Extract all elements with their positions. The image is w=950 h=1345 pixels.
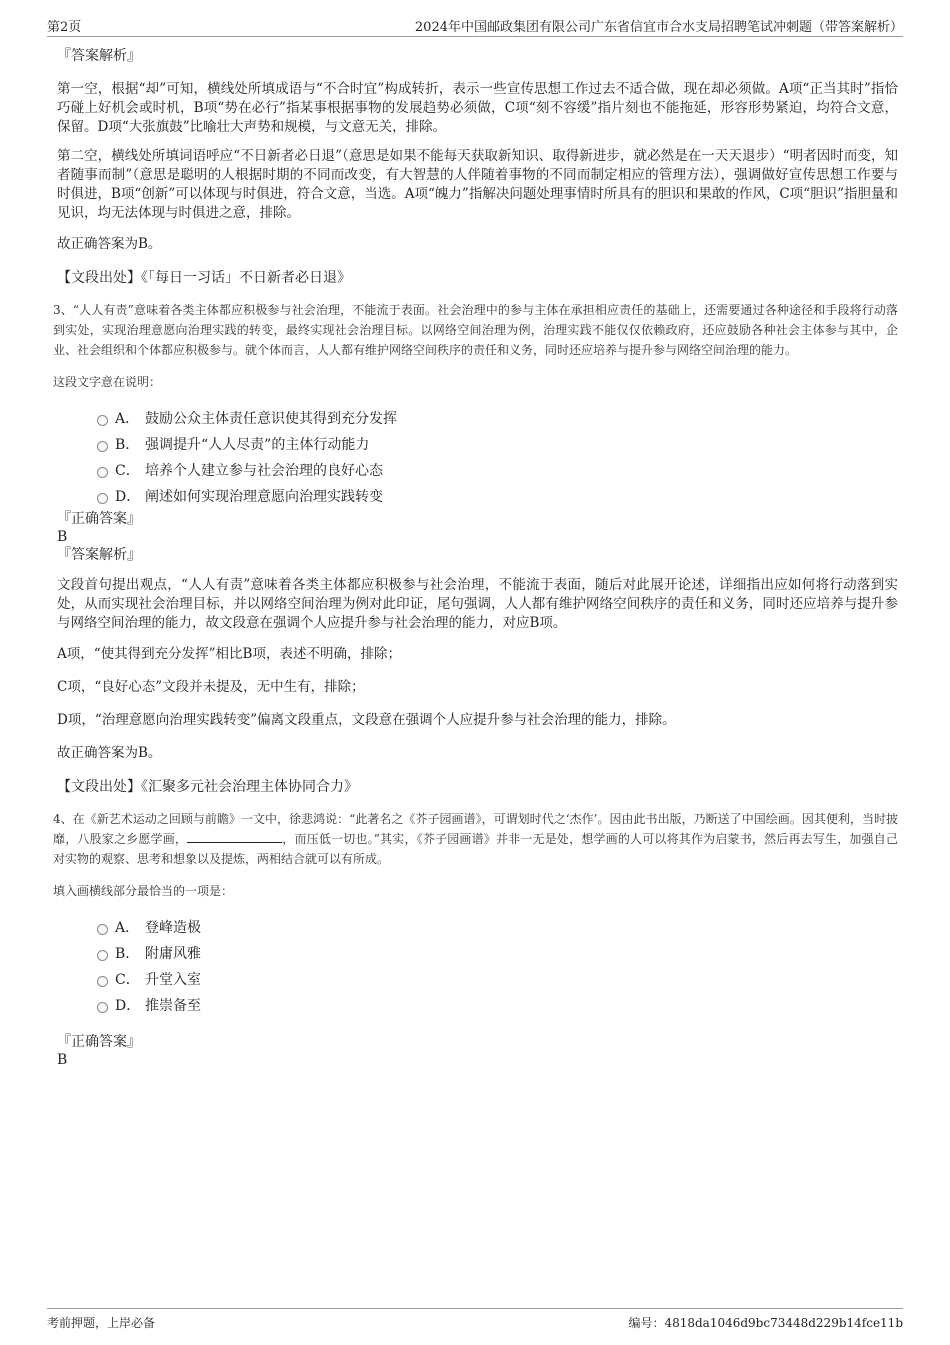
radio-icon[interactable] <box>97 467 108 478</box>
fill-in-blank <box>187 830 282 843</box>
q2-analysis-paragraph-2: 第二空，横线处所填词语呼应“不日新者必日退”（意思是如果不能每天获取新知识、取得新进步，就必然是在一天天退步）“明者因时而变，知者随事而制”（意思是聪明的人根据时期的不同而改变，有大智慧的人伴随着事物的不同而制定相应的管理方法），强调做好宣传思想工作要与时俱进，B项“创新”可以体现与时俱进，符合文意，当选。A项“魄力”指解决问题处理事情时所具有的胆识和果敢的作风，C项“胆识”指胆量和见识，均无法体现与时俱进之意，排除。 <box>57 148 898 221</box>
document-id: 编号：4818da1046d9bc73448d229b14fce11b <box>628 1316 903 1330</box>
document-body <box>53 46 898 1069</box>
q4-answer: B <box>57 1052 68 1068</box>
q2-source: 【文段出处】《「每日一习话」不日新者必日退》 <box>57 270 351 286</box>
document-title: 2024年中国邮政集团有限公司广东省信宜市合水支局招聘笔试冲刺题（带答案解析） <box>414 20 903 35</box>
q4-option-b[interactable]: B． 附庸风雅 <box>57 941 898 967</box>
q2-conclusion: 故正确答案为B。 <box>57 236 162 252</box>
q3-question-text: 3、“人人有责”意味着各类主体都应积极参与社会治理，不能流于表面。社会治理中的参与主体在承担相应责任的基础上，还需要通过各种途径和手段将行动落到实处，实现治理意愿向治理实践的转变，最终实现社会治理目标。以网络空间治理为例，治理实践不能仅仅依赖政府，还应鼓励各种社会主体参与其中，企业、社会组织和个体都应积极参与。就个体而言，人人都有维护网络空间秩序的责任和义务，同时还应培养与提升参与网络空间治理的能力。 <box>53 303 898 357</box>
page-header <box>47 14 903 37</box>
q2-analysis-label: 『答案解析』 <box>57 48 141 64</box>
radio-icon[interactable] <box>97 415 108 426</box>
q3-options <box>57 406 898 510</box>
footer-slogan: 考前押题，上岸必备 <box>47 1316 156 1330</box>
q4-prompt: 填入画横线部分最恰当的一项是： <box>53 884 234 898</box>
q3-analysis-option-d: D项，“治理意愿向治理实践转变”偏离文段重点，文段意在强调个人应提升参与社会治理的能力，排除。 <box>57 712 676 728</box>
q3-analysis-label: 『答案解析』 <box>57 547 141 563</box>
q3-conclusion: 故正确答案为B。 <box>57 745 162 761</box>
page-footer <box>47 1308 903 1331</box>
q3-option-c[interactable]: C． 培养个人建立参与社会治理的良好心态 <box>57 458 898 484</box>
radio-icon[interactable] <box>97 493 108 504</box>
q3-answer-label: 『正确答案』 <box>57 511 141 527</box>
radio-icon[interactable] <box>97 924 108 935</box>
radio-icon[interactable] <box>97 441 108 452</box>
q3-analysis-option-c: C项，“良好心态”文段并未提及，无中生有，排除； <box>57 679 365 695</box>
q3-source: 【文段出处】《汇聚多元社会治理主体协同合力》 <box>57 779 358 795</box>
q3-analysis-option-a: A项，“使其得到充分发挥”相比B项，表述不明确，排除； <box>57 646 401 662</box>
q4-answer-label: 『正确答案』 <box>57 1034 141 1050</box>
q4-option-a[interactable]: A． 登峰造极 <box>57 915 898 941</box>
q3-option-d[interactable]: D． 阐述如何实现治理意愿向治理实践转变 <box>57 484 898 510</box>
q3-analysis-paragraph: 文段首句提出观点，“人人有责”意味着各类主体都应积极参与社会治理，不能流于表面，随后对此展开论述，详细指出应如何将行动落到实处，从而实现社会治理目标，并以网络空间治理为例对此印证，尾句强调，人人都有维护网络空间秩序的责任和义务，同时还应培养与提升参与网络空间治理的能力，故文段意在强调个人应提升参与社会治理的能力，对应B项。 <box>57 577 898 631</box>
q3-option-a[interactable]: A． 鼓励公众主体责任意识使其得到充分发挥 <box>57 406 898 432</box>
q4-question-text: 4、在《新艺术运动之回顾与前瞻》一文中，徐悲鸿说：“此著名之《芥子园画谱》，可谓划时代之‘杰作’。因由此书出版，乃断送了中国绘画。因其便利，当时披靡，八股家之乡愿学画， ，而压低一切也。”其实，《芥子园画谱》并非一无是处，想学画的人可以将其作为启蒙书，然后再去写生，加强自己对实物的观察、思考和想象以及提炼，两相结合就可以有所成。 <box>53 812 898 866</box>
q3-prompt: 这段文字意在说明： <box>53 375 162 389</box>
radio-icon[interactable] <box>97 976 108 987</box>
q4-option-d[interactable]: D． 推崇备至 <box>57 993 898 1019</box>
q2-analysis-paragraph-1: 第一空，根据“却”可知，横线处所填成语与“不合时宜”构成转折，表示一些宣传思想工作过去不适合做，现在却必须做。A项“正当其时”指恰巧碰上好机会或时机，B项“势在必行”指某事根据事物的发展趋势必须做，C项“刻不容缓”指片刻也不能拖延，形容形势紧迫，均符合文意，保留。D项“大张旗鼓”比喻壮大声势和规模，与文意无关，排除。 <box>57 81 898 135</box>
page-number: 第2页 <box>47 20 82 35</box>
q3-answer: B <box>57 529 68 545</box>
q4-option-c[interactable]: C． 升堂入室 <box>57 967 898 993</box>
q4-options <box>57 915 898 1019</box>
q3-option-b[interactable]: B． 强调提升“人人尽责”的主体行动能力 <box>57 432 898 458</box>
radio-icon[interactable] <box>97 1002 108 1013</box>
radio-icon[interactable] <box>97 950 108 961</box>
